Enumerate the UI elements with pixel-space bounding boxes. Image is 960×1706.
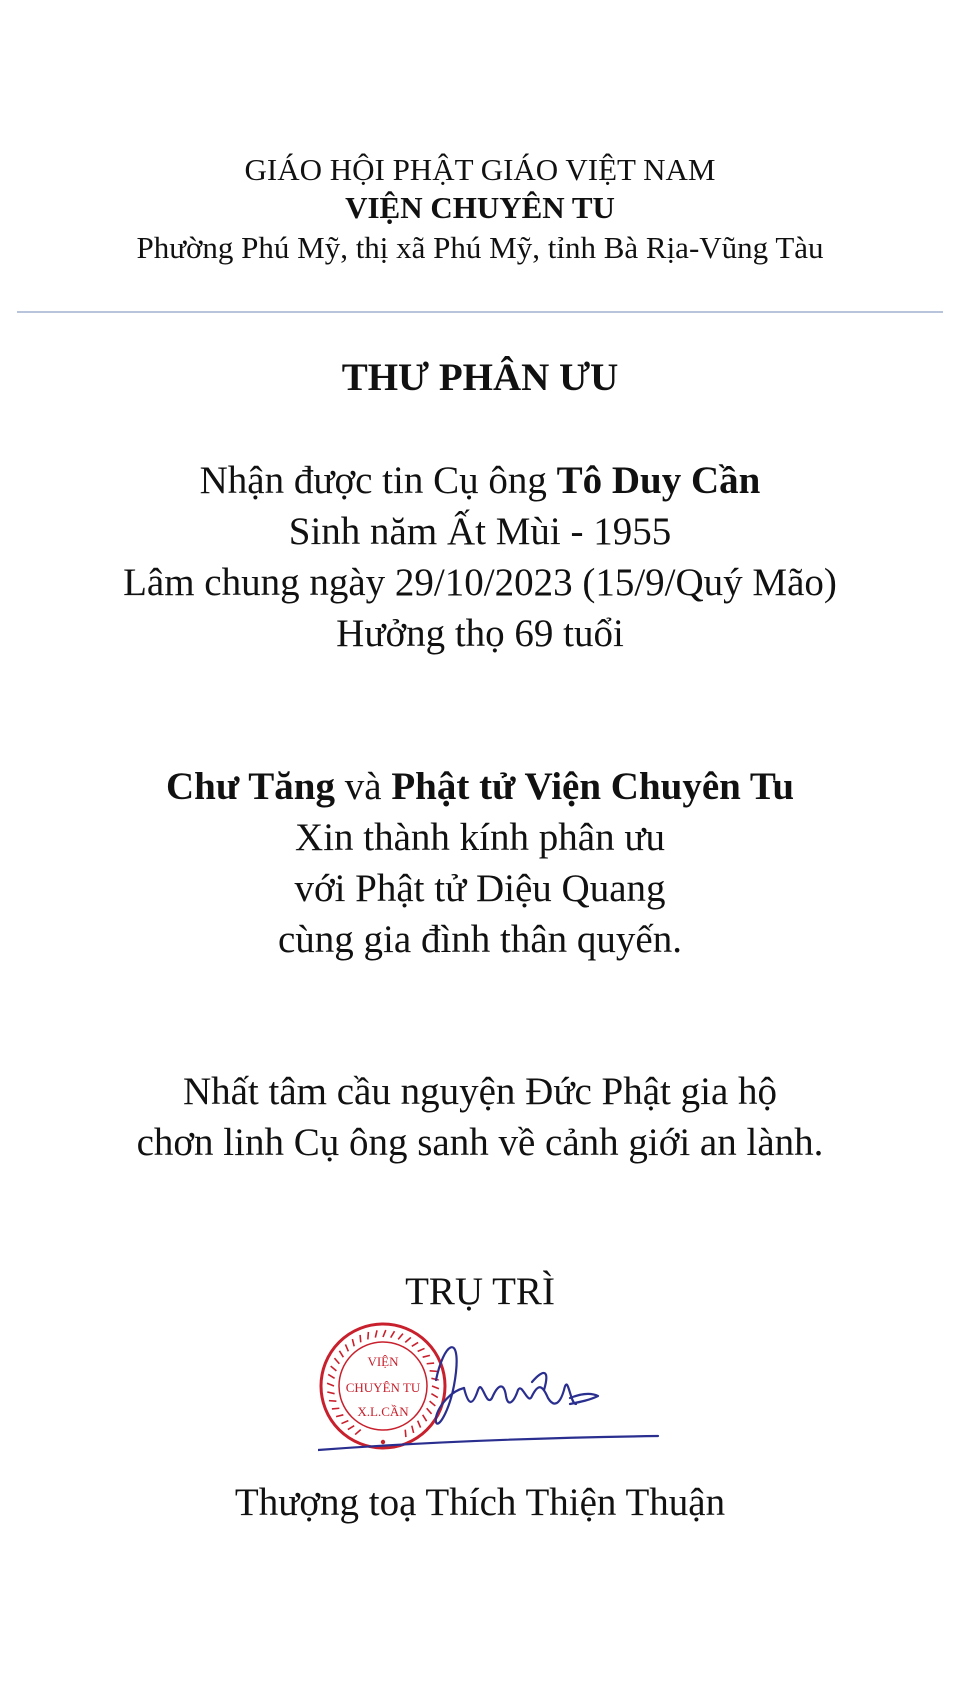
deceased-intro-line	[0, 461, 960, 500]
seal-ring-mark	[432, 1386, 439, 1389]
sender-connector: và	[335, 765, 392, 808]
seal-ring-mark	[341, 1421, 348, 1424]
condolence-line-1: Xin thành kính phân ưu	[295, 816, 665, 859]
seal-ring-mark	[332, 1408, 339, 1409]
prayer-line-2: chơn linh Cụ ông sanh về cảnh giới an lành.	[136, 1121, 824, 1164]
seal-ring-mark	[412, 1426, 414, 1433]
seal-ring-mark	[430, 1401, 436, 1406]
seal-ring-mark	[360, 1335, 361, 1342]
seal-ring-mark	[375, 1330, 377, 1337]
organization-name: GIÁO HỘI PHẬT GIÁO VIỆT NAM	[244, 152, 716, 187]
seal-ring-mark	[327, 1383, 334, 1386]
seal-ring-mark	[334, 1358, 339, 1364]
seal-ring-mark	[412, 1342, 418, 1346]
seal-ring-mark	[405, 1430, 406, 1437]
header-divider	[17, 311, 943, 313]
seal-text-1: VIỆN	[367, 1354, 399, 1369]
seal-ring-mark	[418, 1421, 421, 1428]
seal-ring-mark	[329, 1401, 336, 1402]
seal-ring-mark	[355, 1430, 361, 1435]
seal-ring-mark	[383, 1330, 386, 1337]
seal-and-signature	[318, 1312, 698, 1462]
signature-stroke	[570, 1394, 598, 1404]
seal-ring-mark	[368, 1332, 369, 1339]
seal-ring-mark	[405, 1337, 411, 1342]
seal-ring-mark	[345, 1344, 348, 1351]
deceased-name: Tô Duy Cần	[556, 459, 761, 502]
condolence-line-2: với Phật tử Diệu Quang	[294, 867, 666, 910]
sender-monks: Chư Tăng	[165, 765, 335, 808]
seal-signature-svg	[318, 1312, 698, 1462]
age: Hưởng thọ 69 tuổi	[336, 612, 624, 655]
seal-ring-mark	[336, 1415, 343, 1417]
seal-text-2: CHUYÊN TU	[345, 1380, 421, 1395]
seal-ring-mark	[328, 1374, 334, 1378]
deceased-intro: Nhận được tin Cụ ông	[199, 459, 557, 502]
birth-year: Sinh năm Ất Mùi - 1955	[288, 510, 672, 553]
signatory-name: Thượng toạ Thích Thiện Thuận	[234, 1481, 726, 1524]
institution-name: VIỆN CHUYÊN TU	[345, 190, 615, 225]
seal-ring-mark	[423, 1355, 430, 1357]
signature-stroke	[464, 1385, 576, 1404]
seal-ring-mark	[427, 1363, 434, 1364]
seal-ring-mark	[430, 1371, 437, 1372]
sender-buddhists: Phật tử Viện Chuyên Tu	[391, 765, 795, 808]
seal-ring-mark	[431, 1394, 437, 1398]
red-seal	[321, 1324, 445, 1448]
seal-ring-mark	[423, 1415, 427, 1421]
prayer-line-1: Nhất tâm cầu nguyện Đức Phật gia hộ	[182, 1070, 778, 1113]
seal-ring-mark	[427, 1408, 432, 1414]
seal-ring-mark	[348, 1426, 354, 1430]
seal-ring-mark	[418, 1348, 425, 1351]
seal-ring-mark	[339, 1351, 343, 1357]
seal-ring-mark	[398, 1334, 403, 1340]
death-date: Lâm chung ngày 29/10/2023 (15/9/Quý Mão)	[123, 561, 837, 604]
seal-ring-mark	[327, 1392, 334, 1394]
seal-text-3: X.L.CẦN	[357, 1404, 409, 1419]
condolence-line-3: cùng gia đình thân quyến.	[278, 918, 682, 961]
seal-ring-mark	[331, 1366, 337, 1371]
letter-title: THƯ PHÂN ƯU	[341, 356, 619, 399]
seal-ring-mark	[352, 1339, 354, 1346]
senders-line	[0, 767, 960, 806]
signatory-role: TRỤ TRÌ	[405, 1270, 555, 1313]
institution-address: Phường Phú Mỹ, thị xã Phú Mỹ, tỉnh Bà Rịa-Vũng Tàu	[136, 230, 824, 265]
seal-ring-mark	[391, 1331, 395, 1337]
